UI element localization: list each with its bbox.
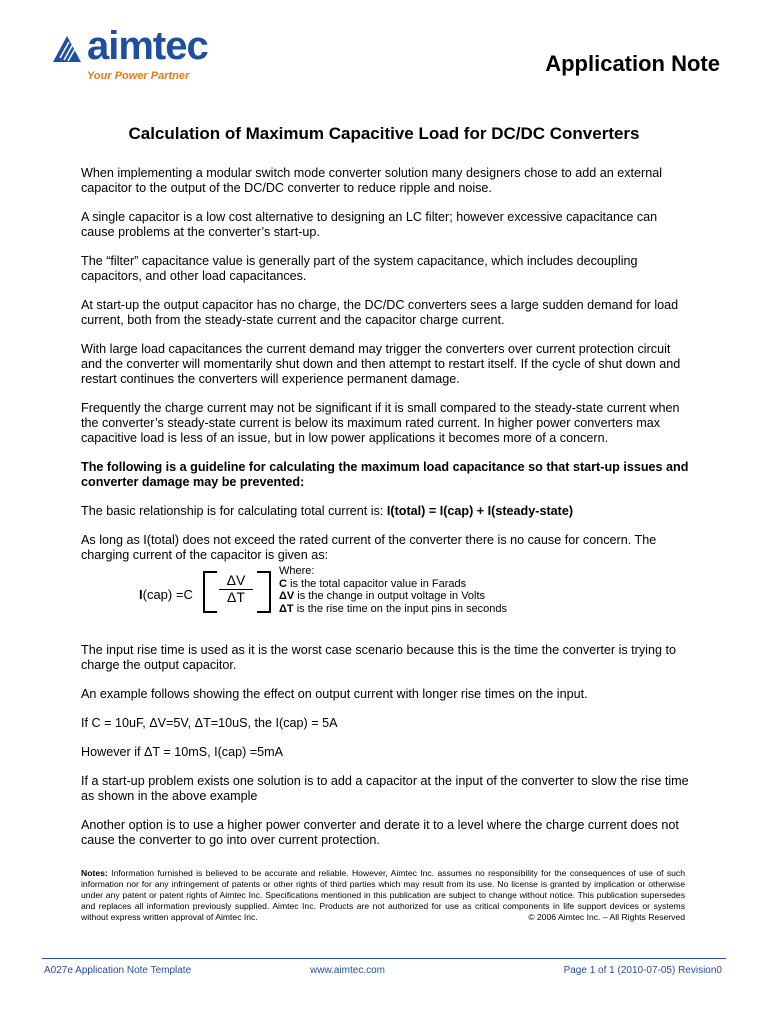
logo-text: aimtec bbox=[87, 24, 208, 68]
footer-template-name: A027e Application Note Template bbox=[44, 965, 192, 976]
page-title: Calculation of Maximum Capacitive Load for DC/DC Converters bbox=[128, 124, 640, 143]
paragraph: Frequently the charge current may not be significant if it is small compared to the steady-state current when the converter’s steady-state current is below its maximum rated current. In higher power converters max capacitive load is less of an issue, but in low power applications it becomes more of a concern. bbox=[81, 401, 680, 445]
legend-dv-symbol: ΔV bbox=[279, 590, 295, 602]
paragraph: If a start-up problem exists one solution is to add a capacitor at the input of the converter to slow the rise time as shown in the above example bbox=[81, 774, 689, 803]
legend-dt-desc: is the rise time on the input pins in seconds bbox=[293, 602, 508, 615]
paragraph: A single capacitor is a low cost alternative to designing an LC filter; however excessive capacitance can cause problems at the converter’s start-up. bbox=[81, 210, 658, 239]
relationship-formula: I(total) = I(cap) + I(steady-state) bbox=[386, 504, 574, 518]
paragraph: Another option is to use a higher power converter and derate it to a level where the charge current does not cause the converter to go into over current protection. bbox=[81, 818, 679, 847]
formula-lhs-i: I bbox=[139, 587, 143, 602]
paragraph: With large load capacitances the current demand may trigger the converters over current protection circuit and the converter will momentarily shut down and then attempt to restart itself. If the cycle of shut down and restart continues the converters will experience permanent damage. bbox=[81, 342, 681, 386]
legend-dv-desc: is the change in output voltage in Volts bbox=[294, 590, 486, 602]
formula-fraction bbox=[219, 573, 253, 605]
where-label: Where: bbox=[279, 565, 315, 577]
document-type: Application Note bbox=[545, 51, 720, 76]
capacitor-current-formula bbox=[81, 567, 691, 631]
paragraph: As long as I(total) does not exceed the rated current of the converter there is no cause for concern. The charging current of the capacitor is given as: bbox=[81, 533, 657, 562]
aimtec-logo bbox=[51, 24, 211, 84]
footer-page-info: Page 1 of 1 (2010-07-05) Revision0 bbox=[563, 965, 722, 976]
right-bracket bbox=[257, 571, 271, 613]
formula-denominator: ΔT bbox=[227, 589, 245, 605]
relationship-paragraph bbox=[81, 504, 691, 519]
formula-legend bbox=[279, 565, 507, 615]
legend-dt-symbol: ΔT bbox=[279, 602, 294, 615]
guideline-heading: The following is a guideline for calculating the maximum load capacitance so that start-up issues and converter damage may be prevented: bbox=[81, 460, 689, 489]
relationship-lead: The basic relationship is for calculating total current is: bbox=[81, 504, 387, 518]
left-bracket bbox=[203, 571, 217, 613]
legend-c-desc: is the total capacitor value in Farads bbox=[286, 577, 467, 590]
paragraph: When implementing a modular switch mode converter solution many designers chose to add an external capacitor to the output of the DC/DC converter to reduce ripple and noise. bbox=[81, 166, 663, 195]
paragraph: The “filter” capacitance value is generally part of the system capacitance, which includes decoupling capacitors, and other load capacitances. bbox=[81, 254, 638, 283]
footer-divider bbox=[42, 958, 726, 959]
paragraph: An example follows showing the effect on output current with longer rise times on the input. bbox=[81, 687, 588, 701]
paragraph: The input rise time is used as it is the worst case scenario because this is the time the converter is trying to charge the output capacitor. bbox=[81, 643, 676, 672]
formula-lhs-rest: (cap) =C bbox=[142, 587, 193, 602]
formula-lhs bbox=[139, 587, 193, 602]
example-line: However if ΔT = 10mS, I(cap) =5mA bbox=[81, 745, 284, 759]
notes-label: Notes: bbox=[81, 868, 108, 878]
footer-website-link[interactable]: www.aimtec.com bbox=[310, 965, 386, 976]
legend-dv bbox=[279, 590, 507, 603]
body-text bbox=[81, 166, 691, 862]
paragraph: At start-up the output capacitor has no charge, the DC/DC converters sees a large sudden demand for load current, both from the steady-state current and the capacitor charge current. bbox=[81, 298, 679, 327]
legend-c bbox=[279, 578, 507, 591]
legal-notes bbox=[81, 868, 685, 923]
legend-dt bbox=[279, 603, 507, 616]
logo-tagline: Your Power Partner bbox=[87, 70, 190, 82]
formula-numerator: ΔV bbox=[219, 573, 253, 590]
logo-mark-icon bbox=[51, 34, 83, 64]
copyright: © 2006 Aimtec Inc. – All Rights Reserved bbox=[528, 912, 685, 922]
notes-text: Information furnished is believed to be accurate and reliable. However, Aimtec Inc. assumes no responsibility for the consequences of use of such information nor for any infringement of patents or other rights of third parties which may result from its use. No license is granted by implication or otherwise under any patent or patent rights of Aimtec Inc. Specifications mentioned in this publication are subject to change without notice. This publication supersedes and replaces all information previously supplied. Aimtec Inc. Products are not authorized for use as critical components in life support devices or systems without express written approval of Aimtec Inc. bbox=[81, 868, 685, 922]
legend-c-symbol: C bbox=[279, 577, 287, 590]
example-line: If C = 10uF, ΔV=5V, ΔT=10uS, the I(cap) = 5A bbox=[81, 716, 338, 730]
